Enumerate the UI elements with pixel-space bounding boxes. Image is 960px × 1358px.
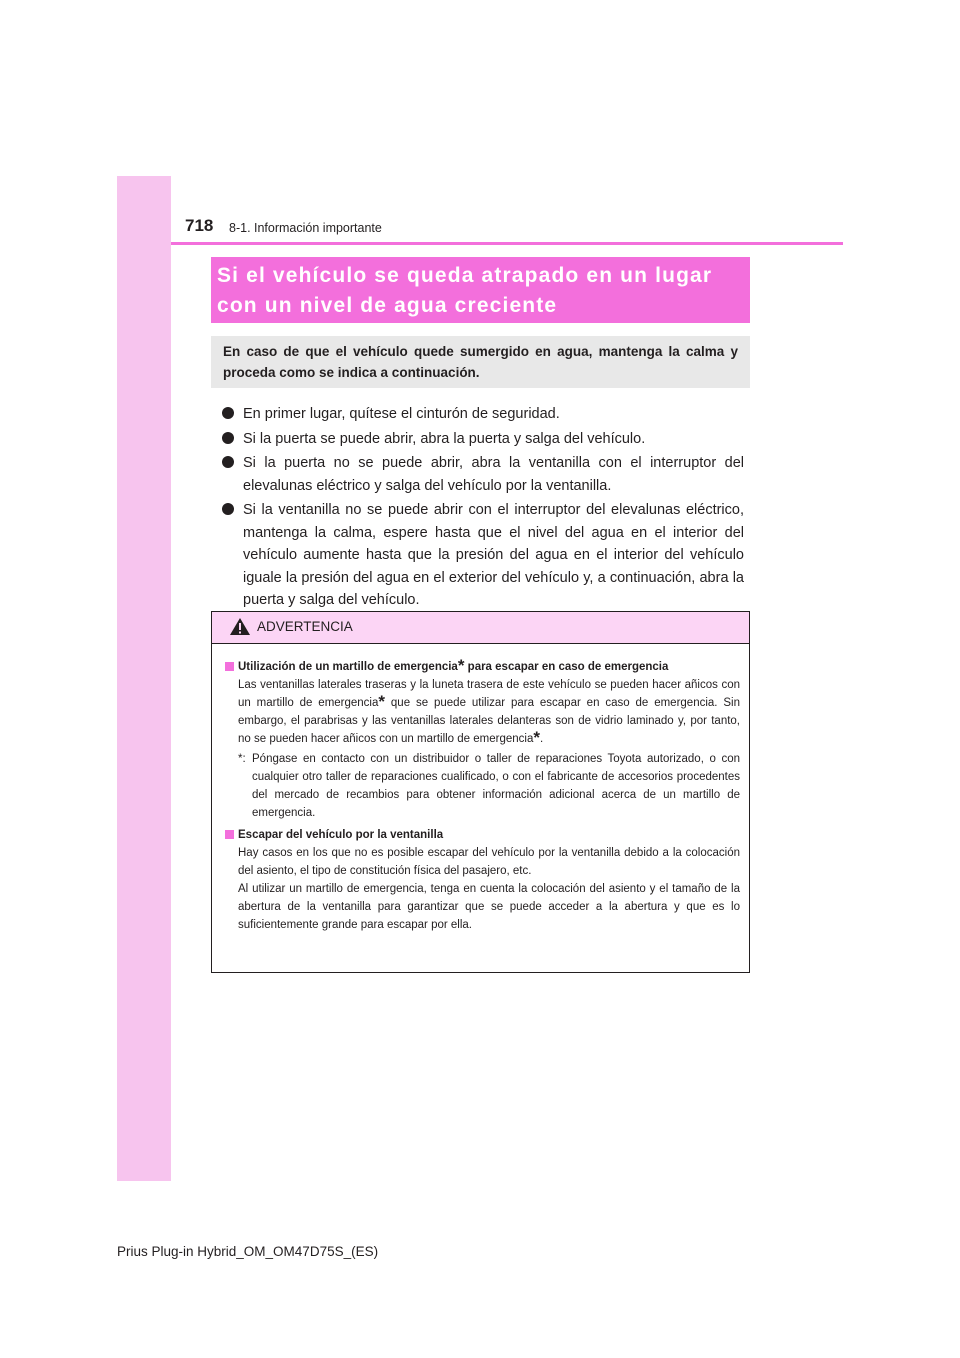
warning-title: ADVERTENCIA — [257, 619, 353, 634]
footnote — [225, 750, 740, 822]
asterisk-mark: * — [378, 692, 386, 711]
page-number: 718 — [185, 216, 214, 235]
bullet-dot — [222, 407, 234, 419]
warning-header — [212, 612, 749, 644]
footer-document-id: Prius Plug-in Hybrid_OM_OM47D75S_(ES) — [117, 1244, 379, 1259]
warning-subheading-window: Escapar del vehículo por la ventanilla — [225, 826, 740, 844]
list-item-text: En primer lugar, quítese el cinturón de seguridad. — [243, 406, 560, 422]
header-rule — [171, 242, 843, 245]
warning-paragraph-window-1: Hay casos en los que no es posible escapar del vehículo por la ventanilla debido a la colocación del asiento, el tipo de constitución física del pasajero, etc. — [238, 847, 740, 877]
section-label: 8-1. Información importante — [229, 221, 382, 235]
list-item — [222, 499, 744, 612]
instruction-list — [222, 403, 744, 614]
warning-paragraph-hammer: Las ventanillas laterales traseras y la luneta trasera de este vehículo se pueden hacer añicos con un martillo de emergencia* que se puede utilizar para escapar en caso de emergencia. Sin embargo, el parabrisas y las ventanillas laterales delanteras son de vidrio laminado y, por tanto, no se pueden hacer añicos con un martillo de emergencia*. — [238, 679, 740, 747]
list-item-text: Si la puerta no se puede abrir, abra la ventanilla con el interruptor del elevalunas eléctrico y salga del vehículo por la ventanilla. — [243, 455, 744, 494]
warning-subheading-hammer: Utilización de un martillo de emergencia* para escapar en caso de emergencia — [225, 658, 740, 676]
warning-triangle-icon — [229, 617, 251, 636]
list-item-text: Si la ventanilla no se puede abrir con el interruptor del elevalunas eléctrico, mantenga la calma, espere hasta que el nivel del agua en el interior del vehículo aumente hasta que la presión del agua en el interior del vehículo iguale la presión del agua en el exterior del vehículo y, a continuación, abra la puerta y salga del vehículo. — [243, 502, 744, 608]
footnote-mark: *: — [238, 753, 246, 765]
section-title-line-2: con un nivel de agua creciente — [217, 294, 558, 317]
section-title-line-1: Si el vehículo se queda atrapado en un lugar — [217, 264, 713, 287]
bullet-dot — [222, 503, 234, 515]
list-item — [222, 428, 744, 451]
bullet-dot — [222, 456, 234, 468]
asterisk-mark: * — [533, 728, 540, 747]
warning-paragraph-window-2: Al utilizar un martillo de emergencia, tenga en cuenta la colocación del asiento y el tamaño de la abertura de la ventanilla para garantizar que se puede acceder a la abertura y que es lo suficientemente grande para escapar por ella. — [238, 883, 740, 931]
side-tab-strip — [117, 176, 171, 1181]
list-item-text: Si la puerta se puede abrir, abra la puerta y salga del vehículo. — [243, 430, 646, 447]
square-bullet-icon — [225, 830, 234, 839]
section-title-box — [211, 257, 750, 323]
asterisk-mark: * — [457, 656, 465, 675]
list-item — [222, 452, 744, 497]
intro-box: En caso de que el vehículo quede sumergido en agua, mantenga la calma y proceda como se indica a continuación. — [211, 336, 750, 388]
list-item — [222, 403, 744, 426]
square-bullet-icon — [225, 662, 234, 671]
warning-body — [212, 644, 749, 934]
bullet-dot — [222, 432, 234, 444]
warning-box — [211, 611, 750, 973]
footnote-text: Póngase en contacto con un distribuidor o taller de reparaciones Toyota autorizado, o con cualquier otro taller de reparaciones cualificado, o con el fabricante de accesorios procedentes del mercado de recambios para obtener información adicional acerca de un martillo de emergencia. — [252, 753, 740, 819]
